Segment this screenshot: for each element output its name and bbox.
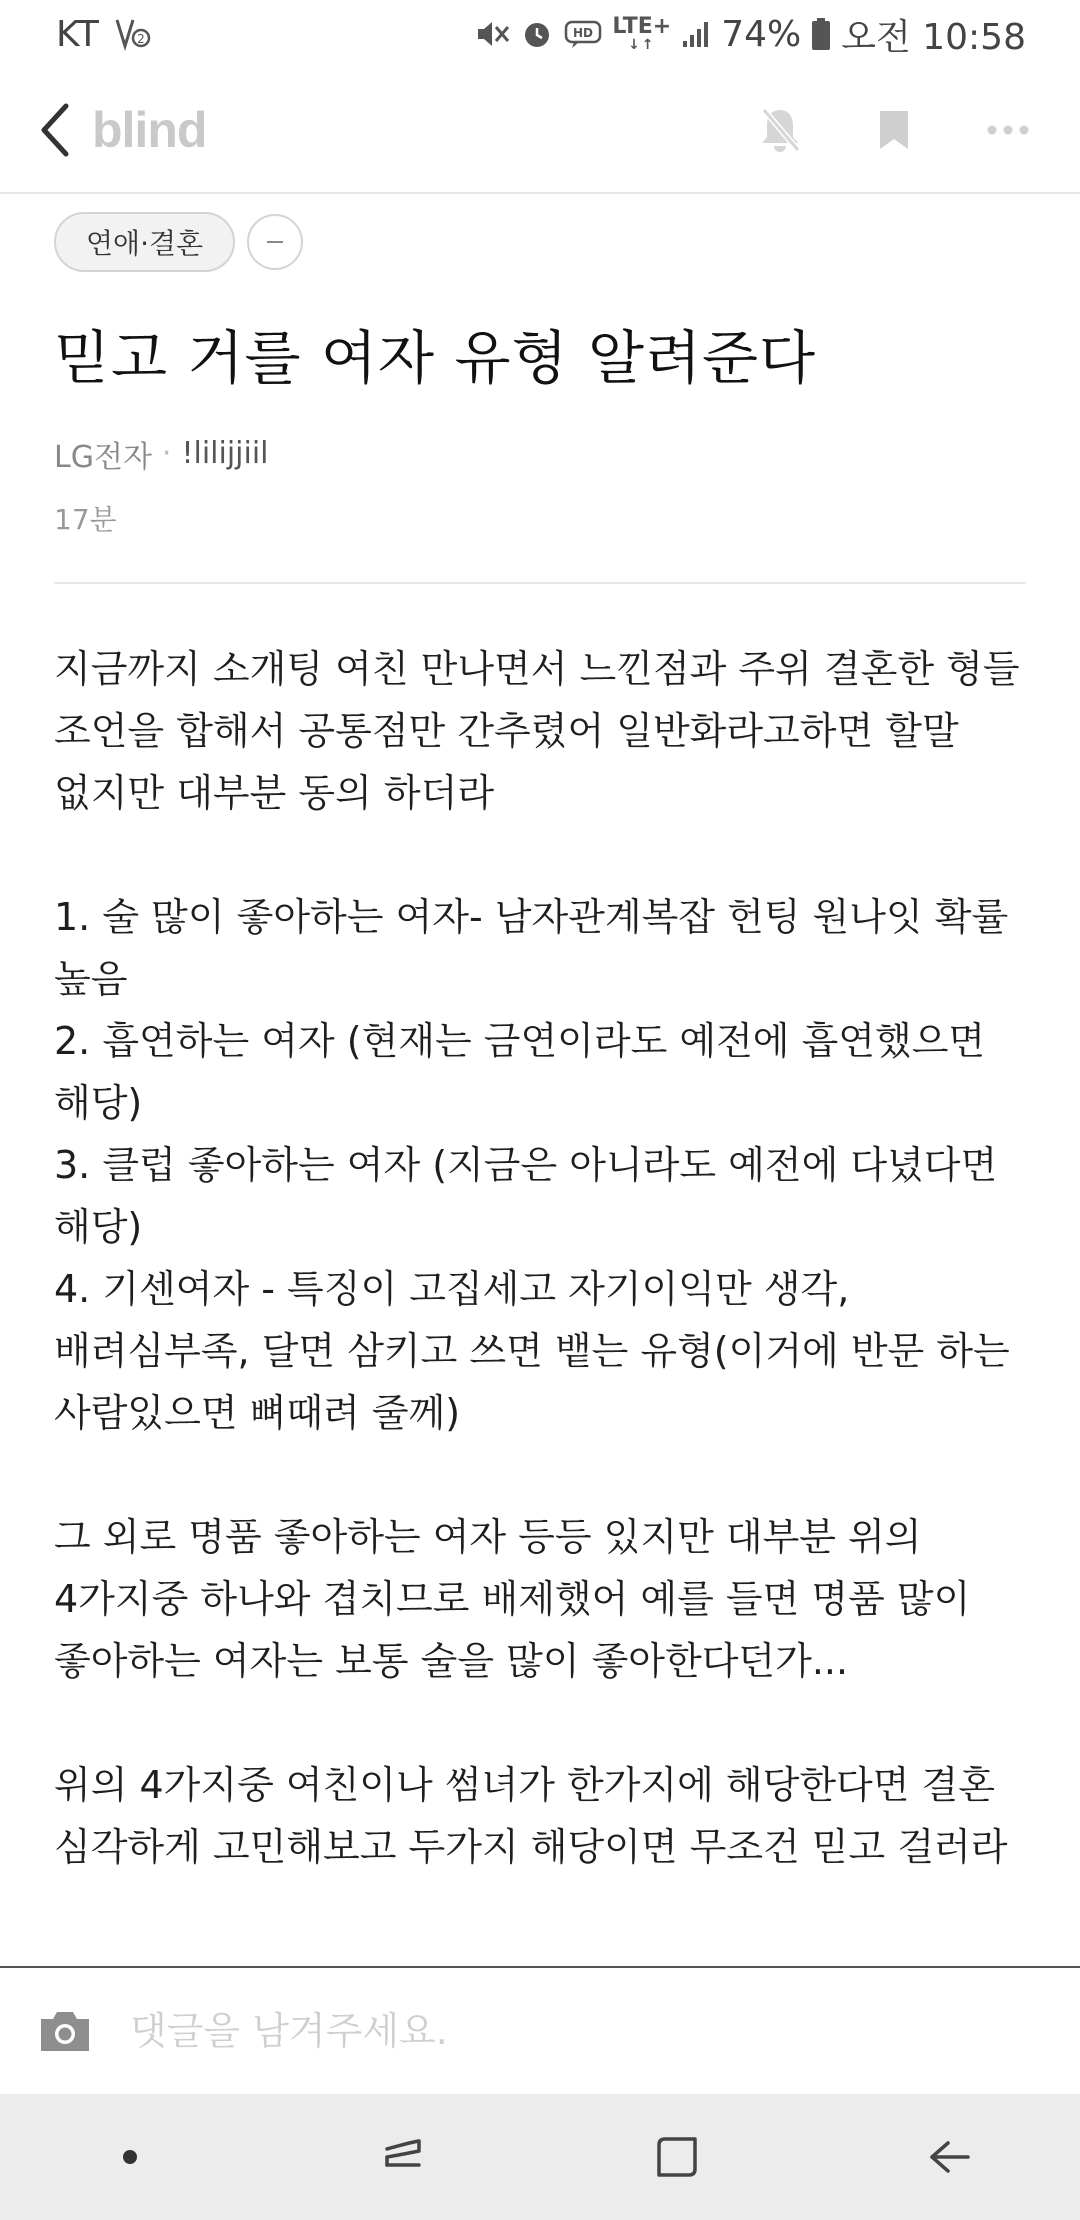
minus-icon — [267, 241, 283, 243]
app-bar-actions — [744, 94, 1080, 166]
battery-icon — [811, 17, 831, 51]
more-options-icon — [986, 124, 1030, 136]
post-body: 지금까지 소개팅 여친 만나면서 느낀점과 주위 결혼한 형들 조언을 합해서 공통점만 간추렸어 일반화라고하면 할말 없지만 대부분 동의 하더라 1. 술 많이 좋아하는 여자- 남자관계복잡 헌팅 원나잇 확률 높음 2. 흡연하는 여자 (현재는 금연이라도 예전에 흡연했으면 해당) 3. 클럽 좋아하는 여자 (지금은 아니라도 예전에 다녔다면 해당) 4. 기센여자 - 특징이 고집세고 자기이익만 생각, 배려심부족, 달면 삼키고 쓰면 뱉는 유형(이거에 반문 하는 사람있으면 뼈때려 줄께) 그 외로 명품 좋아하는 여자 등등 있지만 대부분 위의 4가지중 하나와 겹치므로 배제했어 예를 들면 명품 많이 좋아하는 여자는 보통 술을 많이 좋아한다던가... 위의 4가지중 여친이나 썸녀가 한가지에 해당한다면 결혼 심각하게 고민해보고 두가지 해당이면 무조건 믿고 걸러라 — [54, 646, 1020, 1869]
post-author — [54, 432, 1026, 476]
attach-photo-button[interactable] — [0, 1967, 130, 2095]
hd-voice-icon — [564, 19, 602, 49]
back-nav-button[interactable] — [880, 2094, 1020, 2220]
notification-toggle-button[interactable] — [744, 94, 816, 166]
home-button[interactable] — [607, 2094, 747, 2220]
app-bar — [0, 68, 1080, 194]
lte-icon: LTE+ ↓↑ — [612, 14, 672, 53]
alarm-icon — [520, 17, 554, 51]
status-right — [474, 9, 1026, 60]
dot-icon — [122, 2149, 138, 2165]
bookmark-icon — [878, 109, 910, 151]
author-nickname[interactable]: !lilijjiil — [181, 436, 269, 472]
back-icon — [926, 2137, 974, 2177]
signal-icon — [681, 19, 711, 49]
data-saver-icon — [113, 16, 153, 52]
topic-tags — [54, 212, 1026, 272]
post — [54, 194, 1026, 1878]
comment-bar — [0, 1966, 1080, 2094]
network-label: LTE+ — [612, 14, 672, 39]
divider — [54, 582, 1026, 584]
post-time: 17분 — [54, 502, 117, 536]
notification-off-icon — [758, 106, 802, 154]
battery-percent: 74% — [721, 13, 802, 55]
comment-input[interactable] — [130, 1981, 1080, 2081]
svg-text:2: 2 — [136, 32, 145, 46]
topic-tag[interactable]: 연애·결혼 — [54, 212, 235, 272]
back-arrow-icon — [38, 102, 72, 158]
post-title: 믿고 거를 여자 유형 알려준다 — [54, 324, 817, 392]
svg-text:HD: HD — [573, 26, 594, 40]
recent-apps-button[interactable] — [333, 2094, 473, 2220]
more-options-button[interactable] — [972, 94, 1044, 166]
home-icon — [655, 2135, 699, 2179]
status-left — [56, 14, 153, 55]
status-bar — [0, 0, 1080, 68]
navigation-bar — [0, 2094, 1080, 2220]
carrier-label: KT — [56, 13, 99, 55]
camera-icon — [37, 2007, 93, 2055]
mute-icon — [474, 17, 510, 51]
brand-logo: blind — [92, 102, 207, 158]
app-bar-left — [0, 67, 206, 193]
clock: 오전 10:58 — [841, 16, 1026, 58]
recent-apps-icon — [381, 2137, 425, 2177]
separator-dot: · — [161, 436, 172, 472]
author-company[interactable]: LG전자 — [54, 439, 152, 475]
tag-collapse-button[interactable] — [247, 214, 303, 270]
bookmark-button[interactable] — [858, 94, 930, 166]
nav-dot-button[interactable] — [60, 2094, 200, 2220]
